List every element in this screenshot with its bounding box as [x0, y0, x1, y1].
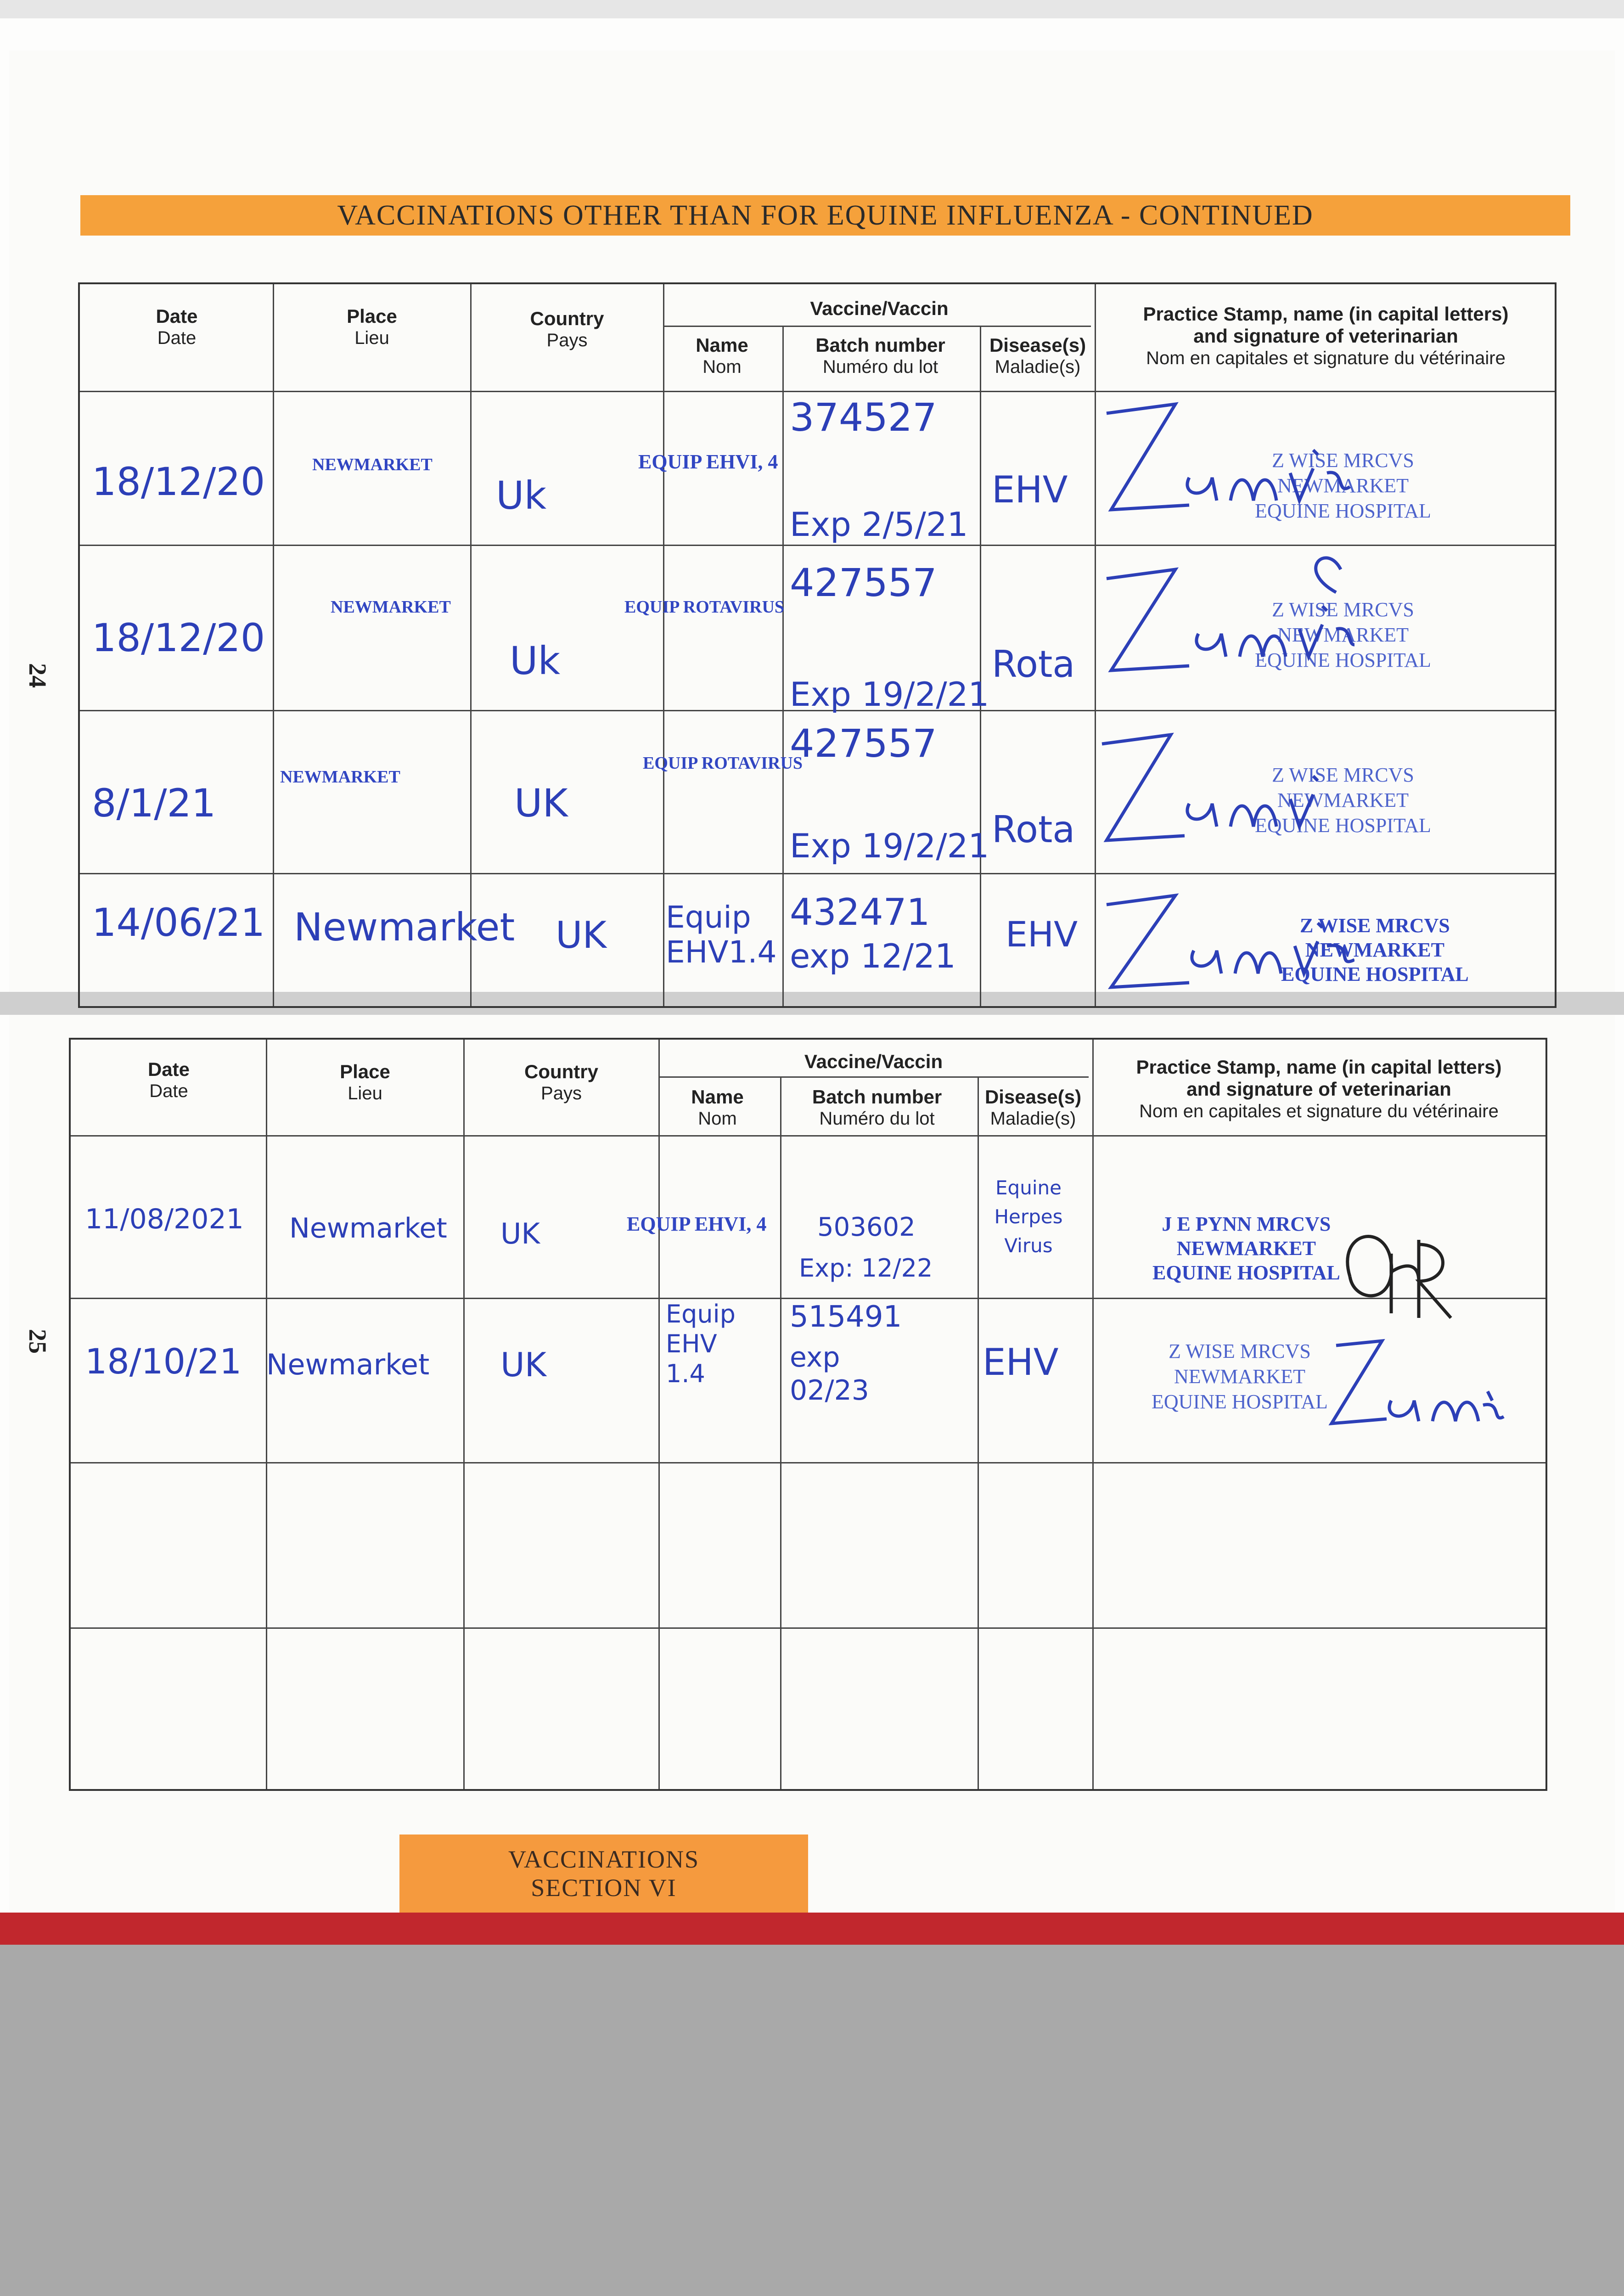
veterinarian-signature	[1093, 726, 1350, 854]
section-tab: VACCINATIONS SECTION VI	[399, 1835, 808, 1913]
row-date: 11/08/2021	[85, 1203, 244, 1235]
row-disease: EHV	[1006, 914, 1078, 955]
row-expiry: Exp 19/2/21	[790, 675, 989, 714]
row-batch: 503602	[817, 1212, 916, 1242]
scanner-top-strip	[0, 0, 1624, 18]
header-batch: Batch number Numéro du lot	[815, 334, 945, 377]
row-disease: EHV	[983, 1341, 1059, 1384]
row-disease: EHV	[992, 468, 1068, 511]
row-date: 14/06/21	[92, 900, 265, 945]
row-batch: 374527	[790, 395, 937, 440]
row-country: UK	[556, 914, 607, 957]
row-expiry: exp 12/21	[790, 937, 956, 975]
header-batch: Batch number Numéro du lot	[812, 1086, 942, 1129]
scanner-background	[0, 1945, 1624, 2296]
row-practice-stamp: Z WISE MRCVS NEWMARKET EQUINE HOSPITAL	[1281, 914, 1469, 985]
header-vaccine: Vaccine/Vaccin	[804, 1051, 943, 1072]
row-place: Newmarket	[294, 905, 515, 950]
row-disease: Equine Herpes Virus	[994, 1176, 1063, 1257]
header-country: Country Pays	[524, 1061, 598, 1104]
row-vaccine-name: EQUIP EHVI, 4	[627, 1213, 767, 1235]
veterinarian-signature	[1341, 1212, 1469, 1322]
header-date: Date Date	[147, 1058, 190, 1102]
row-place: Newmarket	[289, 1212, 447, 1244]
row-expiry: Exp: 12/22	[799, 1254, 933, 1283]
row-expiry: exp 02/23	[790, 1341, 869, 1407]
row-batch: 515491	[790, 1300, 902, 1334]
section-title: VACCINATIONS OTHER THAN FOR EQUINE INFLUENZA - CONTINUED	[80, 195, 1570, 236]
row-disease: Rota	[992, 643, 1075, 686]
veterinarian-signature	[1322, 1332, 1506, 1442]
header-disease: Disease(s) Maladie(s)	[989, 334, 1086, 377]
row-date: 18/12/20	[92, 459, 265, 504]
header-name: Name Nom	[696, 334, 748, 377]
header-practice: Practice Stamp, name (in capital letters) and signature of veterinarian Nom en capitales et signature du vétérinaire	[1143, 303, 1509, 368]
row-disease: Rota	[992, 808, 1075, 851]
row-vaccine-name: Equip EHV 1.4	[666, 1300, 736, 1388]
row-vaccine-name: EQUIP EHVI, 4	[638, 450, 778, 473]
header-practice: Practice Stamp, name (in capital letters) and signature of veterinarian Nom en capitales et signature du vétérinaire	[1136, 1056, 1502, 1121]
veterinarian-signature	[1097, 395, 1354, 523]
row-country: UK	[500, 1345, 546, 1384]
veterinarian-signature	[1097, 542, 1354, 680]
row-place-stamp: NEWMARKET	[331, 597, 451, 617]
row-vaccine-name: Equip EHV1.4	[666, 900, 777, 970]
row-practice-stamp: Z WISE MRCVS NEWMARKET EQUINE HOSPITAL	[1152, 1340, 1328, 1413]
header-name: Name Nom	[691, 1086, 744, 1129]
header-disease: Disease(s) Maladie(s)	[984, 1086, 1082, 1129]
page-number-24: 24	[24, 663, 51, 688]
row-batch: 427557	[790, 560, 937, 605]
row-country: Uk	[496, 473, 547, 518]
veterinarian-signature	[1097, 886, 1354, 996]
row-expiry: Exp 19/2/21	[790, 827, 989, 865]
header-place: Place Lieu	[347, 305, 397, 349]
header-date: Date Date	[156, 305, 198, 349]
row-practice-stamp: Z WISE MRCVS NEWMARKET EQUINE HOSPITAL	[1255, 598, 1431, 671]
row-date: 8/1/21	[92, 781, 216, 826]
row-place-stamp: NEWMARKET	[312, 455, 433, 474]
row-batch: 427557	[790, 721, 937, 766]
row-country: Uk	[510, 638, 561, 683]
row-date: 18/12/20	[92, 615, 265, 660]
row-practice-stamp: Z WISE MRCVS NEWMARKET EQUINE HOSPITAL	[1255, 764, 1431, 837]
row-vaccine-name: EQUIP ROTAVIRUS	[624, 597, 785, 617]
header-vaccine: Vaccine/Vaccin	[810, 298, 949, 319]
row-practice-stamp: Z WISE MRCVS NEWMARKET EQUINE HOSPITAL	[1255, 449, 1431, 522]
row-batch: 432471	[790, 891, 930, 934]
row-vaccine-name: EQUIP ROTAVIRUS	[643, 754, 803, 773]
row-expiry: Exp 2/5/21	[790, 505, 968, 544]
row-country: UK	[514, 781, 568, 826]
row-place: Newmarket	[266, 1348, 430, 1381]
cover-red-edge	[0, 1913, 1624, 1945]
header-place: Place Lieu	[340, 1061, 390, 1104]
row-practice-stamp: J E PYNN MRCVS NEWMARKET EQUINE HOSPITAL	[1152, 1213, 1340, 1284]
page-number-25: 25	[24, 1329, 51, 1354]
row-place-stamp: NEWMARKET	[280, 767, 400, 787]
row-country: UK	[500, 1217, 540, 1250]
row-date: 18/10/21	[85, 1341, 242, 1382]
header-country: Country Pays	[530, 308, 604, 351]
